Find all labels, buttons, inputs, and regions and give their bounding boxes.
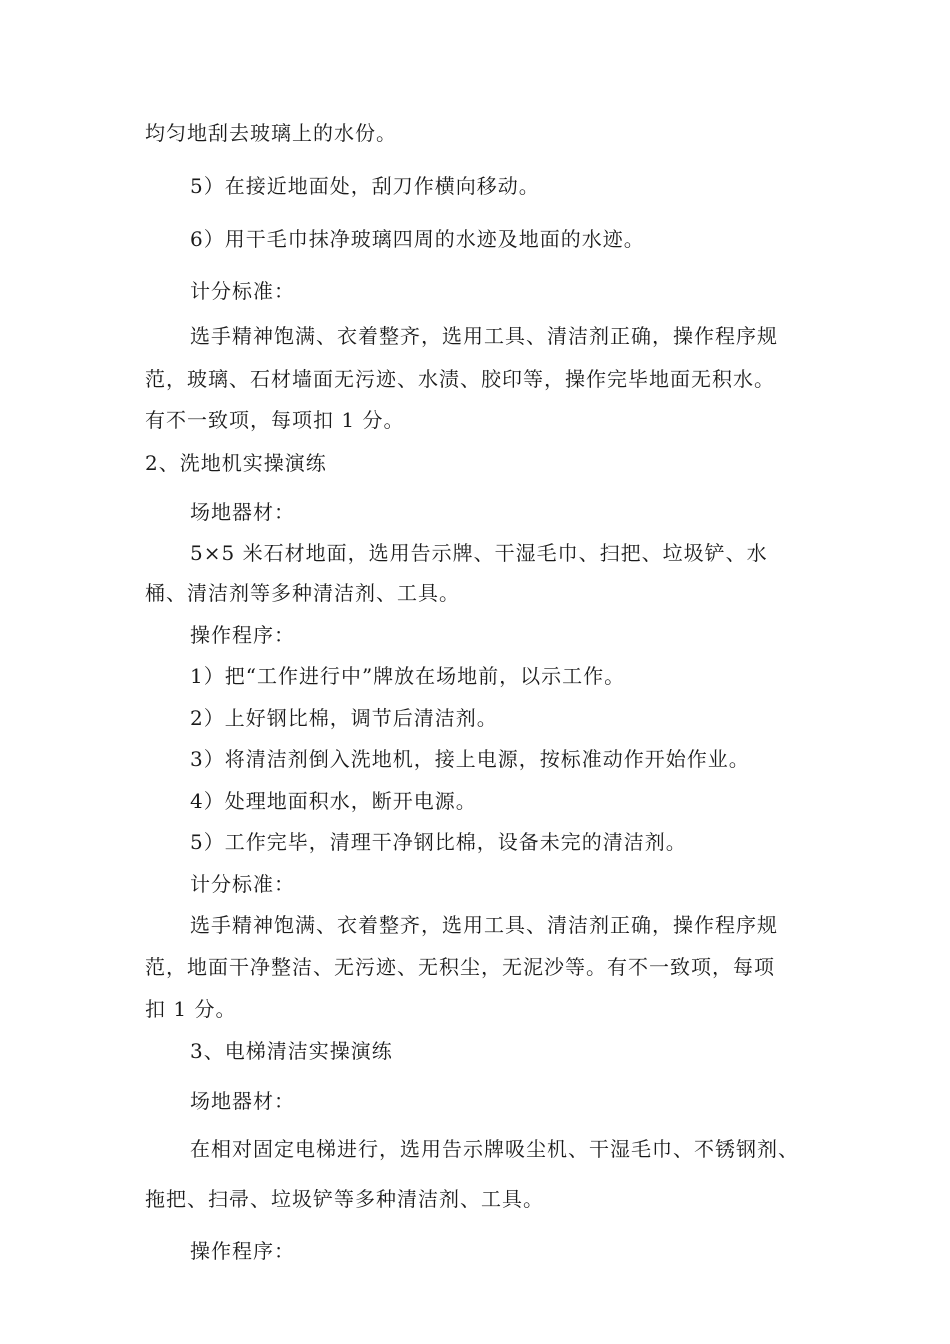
- paragraph-line: 在相对固定电梯进行，选用告示牌吸尘机、干湿毛巾、不锈钢剂、: [190, 1137, 799, 1161]
- section-heading: 2、洗地机实操演练: [145, 451, 327, 475]
- paragraph-line: 有不一致项，每项扣 1 分。: [145, 408, 405, 432]
- paragraph-line: 5×5 米石材地面，选用告示牌、干湿毛巾、扫把、垃圾铲、水: [190, 541, 768, 565]
- paragraph-line: 选手精神饱满、衣着整齐，选用工具、清洁剂正确，操作程序规: [190, 913, 778, 937]
- section-label: 场地器材：: [190, 500, 295, 524]
- list-item: 3）将清洁剂倒入洗地机，接上电源，按标准动作开始作业。: [190, 747, 750, 771]
- section-label: 场地器材：: [190, 1089, 295, 1113]
- list-item: 1）把“工作进行中”牌放在场地前，以示工作。: [190, 664, 626, 688]
- paragraph-line: 桶、清洁剂等多种清洁剂、工具。: [145, 581, 460, 605]
- paragraph-line: 6）用干毛巾抹净玻璃四周的水迹及地面的水迹。: [190, 227, 645, 251]
- section-label: 操作程序：: [190, 623, 295, 647]
- paragraph-line: 选手精神饱满、衣着整齐，选用工具、清洁剂正确，操作程序规: [190, 324, 778, 348]
- list-item: 5）工作完毕，清理干净钢比棉，设备未完的清洁剂。: [190, 830, 687, 854]
- section-heading: 3、电梯清洁实操演练: [190, 1039, 393, 1063]
- section-label: 计分标准：: [190, 872, 295, 896]
- list-item: 4）处理地面积水，断开电源。: [190, 789, 477, 813]
- paragraph-line: 5）在接近地面处，刮刀作横向移动。: [190, 174, 540, 198]
- section-label: 操作程序：: [190, 1239, 295, 1263]
- paragraph-line: 范，地面干净整洁、无污迹、无积尘，无泥沙等。有不一致项，每项: [145, 955, 775, 979]
- paragraph-line: 范，玻璃、石材墙面无污迹、水渍、胶印等，操作完毕地面无积水。: [145, 367, 775, 391]
- paragraph-line: 均匀地刮去玻璃上的水份。: [145, 121, 397, 145]
- paragraph-line: 扣 1 分。: [145, 997, 237, 1021]
- paragraph-line: 拖把、扫帚、垃圾铲等多种清洁剂、工具。: [145, 1187, 544, 1211]
- list-item: 2）上好钢比棉，调节后清洁剂。: [190, 706, 498, 730]
- section-label: 计分标准：: [190, 279, 295, 303]
